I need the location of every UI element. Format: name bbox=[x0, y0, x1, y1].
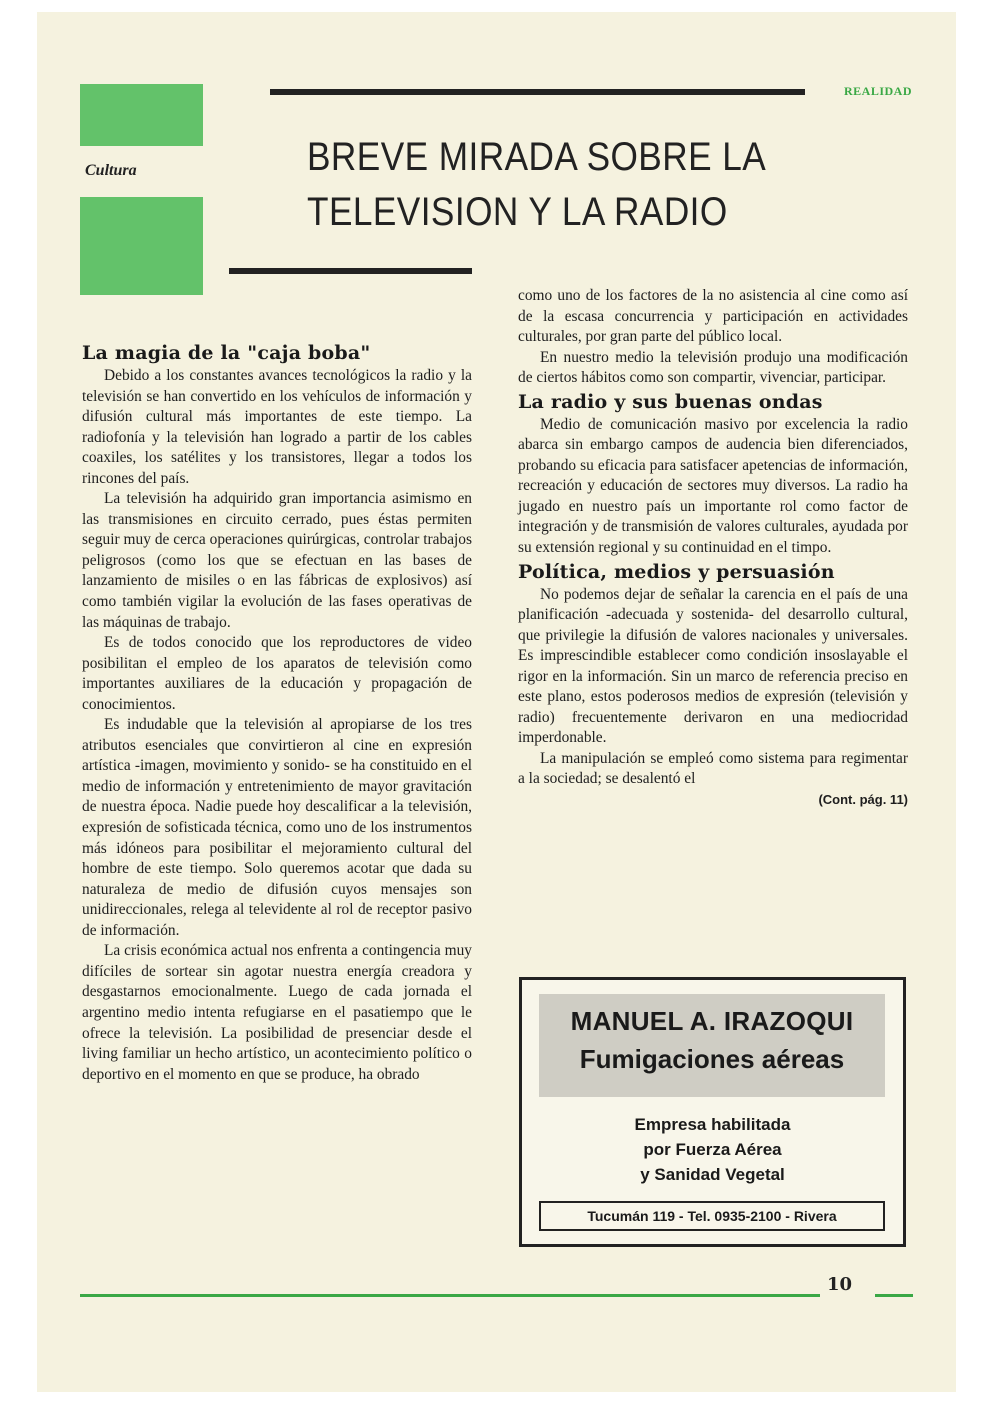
right-column bbox=[518, 286, 908, 810]
page-number: 10 bbox=[827, 1274, 853, 1295]
paragraph: Debido a los constantes avances tecnológicos la radio y la televisión se han convertido en los vehículos de información y difusión cultural más importantes de este tiempo. La radiofonía y la televisión han logrado a partir de los cables coaxiles, los satélites y los transistores, llegar a todos los rincones del país. bbox=[82, 367, 472, 487]
advertisement-box bbox=[519, 977, 906, 1247]
paragraph: La televisión ha adquirido gran importancia asimismo en las transmisiones en circuito cerrado, pues éstas permiten seguir muy de cerca operaciones quirúrgicas, controlar trabajos peligrosos (como los que se efectuan en las bases de lanzamiento de misiles o en las fábricas de explosivos) así como también vigilar la evolución de las fases operativas de las máquinas de trabajo. bbox=[82, 490, 472, 631]
paragraph: Es indudable que la televisión al apropiarse de los tres atributos esenciales que convirtieron al cine en expresión artística -imagen, movimiento y sonido- se ha constituido en el medio de información y entretenimiento de mayor gravitación de nuestra época. Nadie puede hoy descalificar a la televisión, expresión de sofisticada técnica, como uno de los instrumentos más idóneos para posibilitar el mejoramiento cultural del hombre de este tiempo. Solo queremos acotar que dada su naturaleza de medio de difusión cuyos mensajes son unidireccionales, relega al televidente al rol de receptor pasivo de información. bbox=[82, 716, 472, 939]
publication-name: REALIDAD bbox=[843, 84, 912, 98]
paragraph: Medio de comunicación masivo por excelencia la radio abarca sin embargo campos de audencia bien diferenciados, probando su eficacia para satisfacer apetencias de información, recreación y educación de sectores muy diversos. La radio ha jugado en nuestro país un importante rol como factor de integración y de transmisión de valores culturales, ayudada por su extensión regional y su continuidad en el timpo. bbox=[518, 415, 908, 557]
title-line-2: TELEVISION Y LA RADIO bbox=[307, 190, 728, 234]
section-label: Cultura bbox=[85, 162, 137, 179]
paragraph: Es de todos conocido que los reproductores de video posibilitan el empleo de los aparatos de televisión como importantes auxiliares de la educación y propagación de conocimientos. bbox=[82, 634, 472, 713]
ad-line-3: y Sanidad Vegetal bbox=[640, 1165, 785, 1184]
paragraph: La manipulación se empleó como sistema para regimentar a la sociedad; se desalentó el bbox=[518, 749, 908, 788]
footer-rule-left bbox=[80, 1294, 820, 1297]
advertisement-description bbox=[522, 1112, 903, 1187]
title-underline bbox=[229, 268, 472, 274]
header-rule bbox=[270, 89, 805, 95]
ad-line-1: Empresa habilitada bbox=[634, 1115, 791, 1134]
article-title bbox=[307, 130, 800, 240]
advertiser-name: MANUEL A. IRAZOQUI bbox=[570, 1006, 854, 1036]
paragraph: En nuestro medio la televisión produjo una modificación de ciertos hábitos como son compartir, vivenciar, participar. bbox=[518, 348, 908, 387]
magazine-page bbox=[37, 12, 956, 1392]
ad-line-2: por Fuerza Aérea bbox=[643, 1140, 782, 1159]
advertiser-address: Tucumán 119 - Tel. 0935-2100 - Rivera bbox=[539, 1201, 885, 1231]
heading-politics: Política, medios y persuasión bbox=[518, 560, 835, 583]
advertiser-service: Fumigaciones aéreas bbox=[579, 1044, 845, 1074]
footer-rule-right bbox=[875, 1294, 913, 1297]
left-column bbox=[82, 340, 472, 1085]
paragraph: La crisis económica actual nos enfrenta a contingencia muy difíciles de sortear sin agotar nuestra energía creadora y desgastarnos emocionalmente. Luego de cada jornada el argentino medio intenta refugiarse en el pasatiempo que le ofrece la televisión. La posibilidad de presenciar desde el living familiar un hecho artístico, un acontecimiento político o deportivo en el momento en que se produce, ha obrado bbox=[82, 942, 472, 1083]
advertisement-banner bbox=[539, 994, 885, 1097]
title-line-1: BREVE MIRADA SOBRE LA bbox=[307, 135, 767, 179]
paragraph: No podemos dejar de señalar la carencia en el país de una planificación -adecuada y sostenida- del desarrollo cultural, que privilegie la difusión de valores nacionales y universales. Es imprescindible establecer como condición insoslayable el rigor en la información. Sin un marco de referencia preciso en este plano, estos poderosos medios de expresión (televisión y radio) frecuentemente derivaron en una mediocridad imperdonable. bbox=[518, 585, 908, 747]
heading-caja-boba: La magia de la "caja boba" bbox=[82, 342, 371, 364]
continued-note: (Cont. pág. 11) bbox=[818, 792, 908, 808]
paragraph: como uno de los factores de la no asistencia al cine como así de la escasa concurrencia y participación en actividades culturales, por gran parte del público local. bbox=[518, 287, 908, 346]
green-block-middle bbox=[80, 197, 203, 295]
green-block-top bbox=[80, 84, 203, 146]
heading-radio: La radio y sus buenas ondas bbox=[518, 390, 823, 413]
